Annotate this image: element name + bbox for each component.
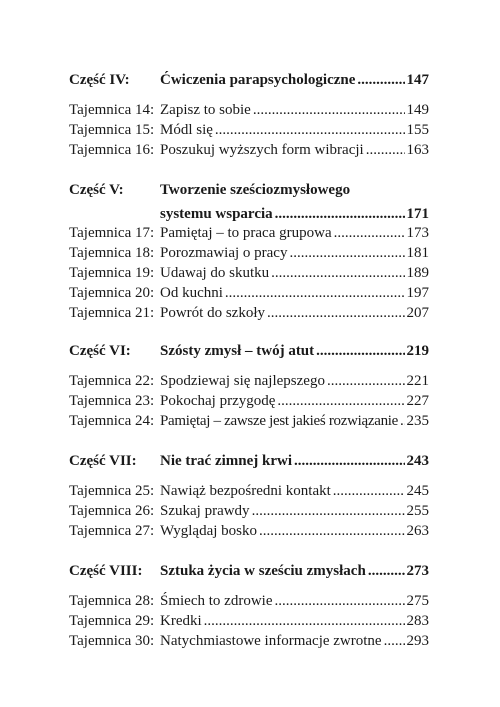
entry-title: Powrót do szkoły — [160, 305, 265, 321]
part-label: Część VI: — [69, 343, 131, 359]
entry-label: Tajemnica 26: — [69, 503, 155, 519]
page-number: 147 — [406, 72, 429, 88]
entry-title: Pamiętaj – zawsze jest jakieś rozwiązanie — [160, 413, 399, 429]
entry-title: Od kuchni — [160, 285, 223, 301]
leader-dots — [277, 391, 404, 411]
entry-label: Tajemnica 28: — [69, 593, 155, 609]
leader-dots — [334, 223, 405, 243]
page-number: 245 — [406, 483, 429, 499]
leader-dots — [271, 263, 404, 283]
leader-dots — [289, 243, 404, 263]
leader-dots — [267, 303, 405, 323]
page-number: 171 — [406, 206, 429, 222]
leader-dots — [316, 341, 404, 361]
entry-label: Tajemnica 20: — [69, 285, 155, 301]
entry-label: Tajemnica 21: — [69, 305, 155, 321]
toc-entry — [69, 243, 429, 263]
entry-title: Porozmawiaj o pracy — [160, 245, 288, 261]
leader-dots — [275, 204, 405, 224]
part-label: Część IV: — [69, 72, 130, 88]
entry-title: Nawiąż bezpośredni kontakt — [160, 483, 331, 499]
entry-label: Tajemnica 30: — [69, 633, 155, 649]
entry-label: Tajemnica 29: — [69, 613, 155, 629]
entry-title: Wyglądaj bosko — [160, 523, 257, 539]
page-number: 263 — [406, 523, 429, 539]
leader-dots — [259, 521, 405, 541]
page-number: 243 — [406, 453, 429, 469]
leader-dots — [368, 561, 405, 581]
toc-entry — [69, 263, 429, 283]
entry-label: Tajemnica 22: — [69, 373, 155, 389]
entry-label: Tajemnica 16: — [69, 142, 155, 158]
page-number: 197 — [406, 285, 429, 301]
page-number: 235 — [406, 413, 429, 429]
entry-title: Śmiech to zdrowie — [160, 593, 273, 609]
part-heading — [69, 341, 429, 361]
page-number: 227 — [406, 393, 429, 409]
entry-title: Spodziewaj się najlepszego — [160, 373, 325, 389]
entry-title: Natychmiastowe informacje zwrotne — [160, 633, 382, 649]
toc-entry — [69, 391, 429, 411]
toc-entry — [69, 501, 429, 521]
part-title-line1: Tworzenie sześciozmysłowego — [160, 182, 351, 198]
toc-entry — [69, 100, 429, 120]
entry-title: Zapisz to sobie — [160, 102, 251, 118]
part-title: Nie trać zimnej krwi — [160, 453, 293, 469]
entry-title: Pamiętaj – to praca grupowa — [160, 225, 332, 241]
toc-entry — [69, 481, 429, 501]
leader-dots — [333, 481, 405, 501]
toc-entry — [69, 591, 429, 611]
toc-entry — [69, 223, 429, 243]
entry-title: Szukaj prawdy — [160, 503, 250, 519]
part-label: Część VIII: — [69, 563, 143, 579]
entry-title: Udawaj do skutku — [160, 265, 270, 281]
entry-label: Tajemnica 24: — [69, 413, 155, 429]
leader-dots — [204, 611, 405, 631]
leader-dots — [400, 411, 404, 431]
entry-title: Kredki — [160, 613, 202, 629]
toc-entry — [69, 303, 429, 323]
part-heading — [69, 70, 429, 90]
leader-dots — [366, 140, 405, 160]
entry-title: Pokochaj przygodę — [160, 393, 276, 409]
page-number: 163 — [406, 142, 429, 158]
leader-dots — [294, 451, 404, 471]
page-number: 207 — [406, 305, 429, 321]
page-number: 219 — [406, 343, 429, 359]
page-number: 189 — [406, 265, 429, 281]
toc-entry — [69, 283, 429, 303]
part-title: systemu wsparcia — [160, 206, 273, 222]
leader-dots — [384, 631, 405, 651]
page-number: 273 — [406, 563, 429, 579]
part-heading — [69, 451, 429, 471]
leader-dots — [252, 501, 405, 521]
part-heading — [69, 180, 429, 222]
leader-dots — [327, 371, 405, 391]
entry-label: Tajemnica 23: — [69, 393, 155, 409]
entry-label: Tajemnica 14: — [69, 102, 155, 118]
leader-dots — [225, 283, 405, 303]
page-number: 221 — [406, 373, 429, 389]
page-number: 255 — [406, 503, 429, 519]
page-number: 293 — [406, 633, 429, 649]
part-title: Sztuka życia w sześciu zmysłach — [160, 563, 366, 579]
part-heading — [69, 561, 429, 581]
part-label: Część V: — [69, 182, 124, 198]
toc-entry — [69, 521, 429, 541]
leader-dots — [274, 591, 404, 611]
entry-label: Tajemnica 18: — [69, 245, 155, 261]
toc-entry — [69, 140, 429, 160]
entry-label: Tajemnica 17: — [69, 225, 155, 241]
entry-label: Tajemnica 15: — [69, 122, 155, 138]
page-number: 275 — [406, 593, 429, 609]
page-number: 155 — [406, 122, 429, 138]
entry-label: Tajemnica 25: — [69, 483, 155, 499]
page-number: 283 — [406, 613, 429, 629]
part-title: Ćwiczenia parapsychologiczne — [160, 72, 356, 88]
leader-dots — [357, 70, 404, 90]
page-number: 181 — [406, 245, 429, 261]
toc-entry — [69, 631, 429, 651]
entry-title: Módl się — [160, 122, 213, 138]
toc-entry — [69, 611, 429, 631]
part-label: Część VII: — [69, 453, 137, 469]
toc-entry — [69, 371, 429, 391]
leader-dots — [253, 100, 405, 120]
leader-dots — [215, 120, 405, 140]
page-number: 173 — [406, 225, 429, 241]
page-number: 149 — [406, 102, 429, 118]
toc-entry — [69, 411, 429, 431]
toc-entry — [69, 120, 429, 140]
entry-label: Tajemnica 19: — [69, 265, 155, 281]
entry-label: Tajemnica 27: — [69, 523, 155, 539]
entry-title: Poszukuj wyższych form wibracji — [160, 142, 364, 158]
part-title: Szósty zmysł – twój atut — [160, 343, 315, 359]
